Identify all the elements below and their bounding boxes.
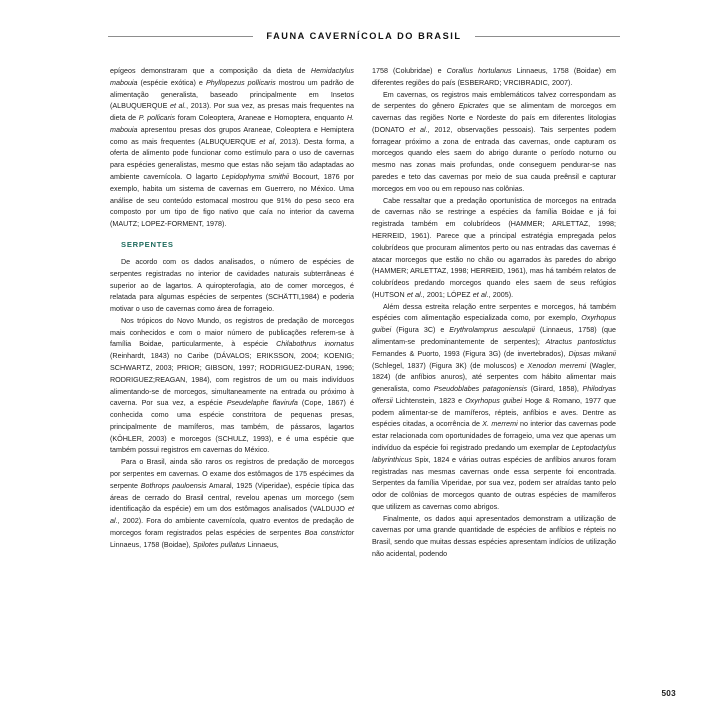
paragraph: Finalmente, os dados aqui apresentados demonstram a utilização de cavernas por uma grande quantidade de espécies de anfíbios e répteis no Brasil, sendo que muitas dessas espécies apresentam indícios de utilização não acidental, podendo [372, 514, 616, 559]
paragraph: epígeos demonstraram que a composição da dieta de Hemidactylus mabouia (espécie exótica) e Phyllopezus pollicaris mostrou um padrão de alimentação generalista, baseado principalmente em Insetos (ALBUQUERQUE et al., 2013). Por sua vez, as presas mais frequentes na dieta de P. pollicaris foram Coleoptera, Araneae e Homoptera, enquanto H. mabouia apresentou presas dos grupos Araneae, Coleoptera e Hemiptera como as mais frequentes (ALBUQUERQUE et al, 2013). Desta forma, a oferta de alimento pode funcionar como estímulo para o uso de cavernas para espécies generalistas, mesmo que estas não sejam tão adaptadas ao ambiente cavernícola. O lagarto Lepidophyma smithii Bocourt, 1876 por exemplo, habita um sistema de cavernas em Guerrero, no México. Uma análise de seu conteúdo estomacal mostrou que 91% do peso seco era composto por um tipo de figo nativo que caía no interior da caverna (MAUTZ; LOPEZ-FORMENT, 1978). [110, 67, 355, 229]
right-column [372, 66, 616, 674]
paragraph: Em cavernas, os registros mais emblemáticos talvez correspondam as de serpentes do gênero Epicrates que se alimentam de morcegos em cavernas das regiões Norte e Nordeste do país em diferentes litologias (DONATO et al., 2012, observações pessoais). Tais serpentes podem forragear próximo a zona de entrada das cavernas, onde capturam os morcegos quando eles saem do abrigo durante o período noturno ou mesmo nas zonas mais profundas, onde conseguem pendurar-se nas paredes e teto das cavernas por meio de sua cauda preênsil e capturar morcegos em voo ou em repouso nas colônias. [372, 90, 617, 193]
paragraph: Nos trópicos do Novo Mundo, os registros de predação de morcegos mais conhecidos e com o maior número de publicações referem-se à família Boidae, particularmente, à espécie Chilabothrus inornatus (Reinhardt, 1843) no Caribe (DÁVALOS; ERIKSSON, 2004; KOENIG; SCHWARTZ, 2003; PRIOR; GIBSON, 1997; RODRIGUEZ-DURAN, 1996; RODRIGUEZ;REAGAN, 1984), com registros de um ou mais indivíduos alimentando-se de morcegos, simultaneamente na entrada ou próximo à caverna. Por sua vez, a espécie Pseudelaphe flavirufa (Cope, 1867) é conhecida como uma espécie constritora de pequenas presas, principalmente de mamíferos, mas também, de pássaros, lagartos (KÖHLER, 2003) e morcegos (SCHULZ, 1993), e é uma espécie que também possui registros em cavernas do México. [110, 316, 354, 455]
paragraph: 1758 (Colubridae) e Corallus hortulanus Linnaeus, 1758 (Boidae) em diferentes regiões do país (ESBERARD; VRCIBRADIC, 2007). [372, 67, 616, 87]
paragraph: Cabe ressaltar que a predação oportunística de morcegos na entrada de cavernas não se restringe a espécies da família Boidae e já foi registrada também em colubrídeos (HAMMER; ARLETTAZ, 1998; HERREID, 1961). Parece que a principal estratégia empregada pelos colubrídeos que procuram alimentos perto ou nas entradas das cavernas é atacar morcegos que estão no chão ou agarrados às paredes do abrigo (HAMMER; ARLETTAZ, 1998; HERREID, 1961), mas há também relatos de colubrídeos predando morcegos quando eles saem de seus refúgios (HUTSON et al., 2001; LÓPEZ et al., 2005). [372, 196, 616, 299]
page-number: 503 [661, 689, 676, 698]
paragraph: Além dessa estreita relação entre serpentes e morcegos, há também espécies com alimentação especializada como, por exemplo, Oxyrhopus guibei (Figura 3C) e Erythrolamprus aesculapii (Linnaeus, 1758) (que alimentam-se predominantemente de serpentes); Atractus pantostictus Fernandes & Puorto, 1993 (Figura 3G) (de invertebrados), Dipsas mikanii (Schlegel, 1837) (Figura 3K) (de moluscos) e Xenodon merremi (Wagler, 1824) (de anfíbios anuros), até serpentes com hábito alimentar mais generalista, como Pseudoblabes patagoniensis (Girard, 1858), Philodryas olfersii Lichtenstein, 1823 e Oxyrhopus guibei Hoge & Romano, 1977 que podem alimentar-se de mamíferos, répteis, anfíbios e aves. Dentre as espécies citadas, a ocorrência de X. merremi no interior das cavernas pode estar relacionada com oportunidades de forrageio, uma vez que apenas um indivíduo da espécie foi registrado predando um exemplar de Leptodactylus labyrinthicus Spix, 1824 e várias outras espécies de anfíbios anuros foram registradas nas mesmas cavernas onde essa serpente foi encontrada. Serpentes da família Viperidae, por sua vez, podem ser atraídas tanto pelo odor de colônias de morcegos quanto de outras espécies de mamíferos que utilizem as cavernas como abrigos. [372, 302, 616, 511]
header-rule-left [108, 36, 253, 37]
paragraph: De acordo com os dados analisados, o número de espécies de serpentes registradas no interior de cavidades naturais subterrâneas é superior ao de lagartos. A quiropterofagia, ato de comer morcegos, é relatada para algumas espécies de serpentes (SCHÄTTI,1984) e poderia motivar o uso de cavernas como área de forrageio. [110, 257, 354, 314]
body-columns [110, 66, 616, 674]
paragraph: Para o Brasil, ainda são raros os registros de predação de morcegos por serpentes em cavernas. O exame dos estômagos de 175 espécimes da serpente Bothrops pauloensis Amaral, 1925 (Viperidae), espécie típica das áreas de cerrado do Brasil central, revelou apenas um morcego (sem identificação da espécie) em um dos estômagos analisados (VALDUJO et al., 2002). Fora do ambiente cavernícola, quatro eventos de predação de morcegos foram registrados pelas espécies de serpentes Boa constrictor Linnaeus, 1758 (Boidae), Spilotes pullatus Linnaeus, [110, 458, 354, 549]
section-heading-serpentes: SERPENTES [121, 239, 174, 249]
header-rule-right [475, 36, 620, 37]
page-title: FAUNA CAVERNÍCOLA DO BRASIL [266, 31, 462, 41]
running-header [108, 28, 620, 44]
left-column [110, 66, 354, 674]
